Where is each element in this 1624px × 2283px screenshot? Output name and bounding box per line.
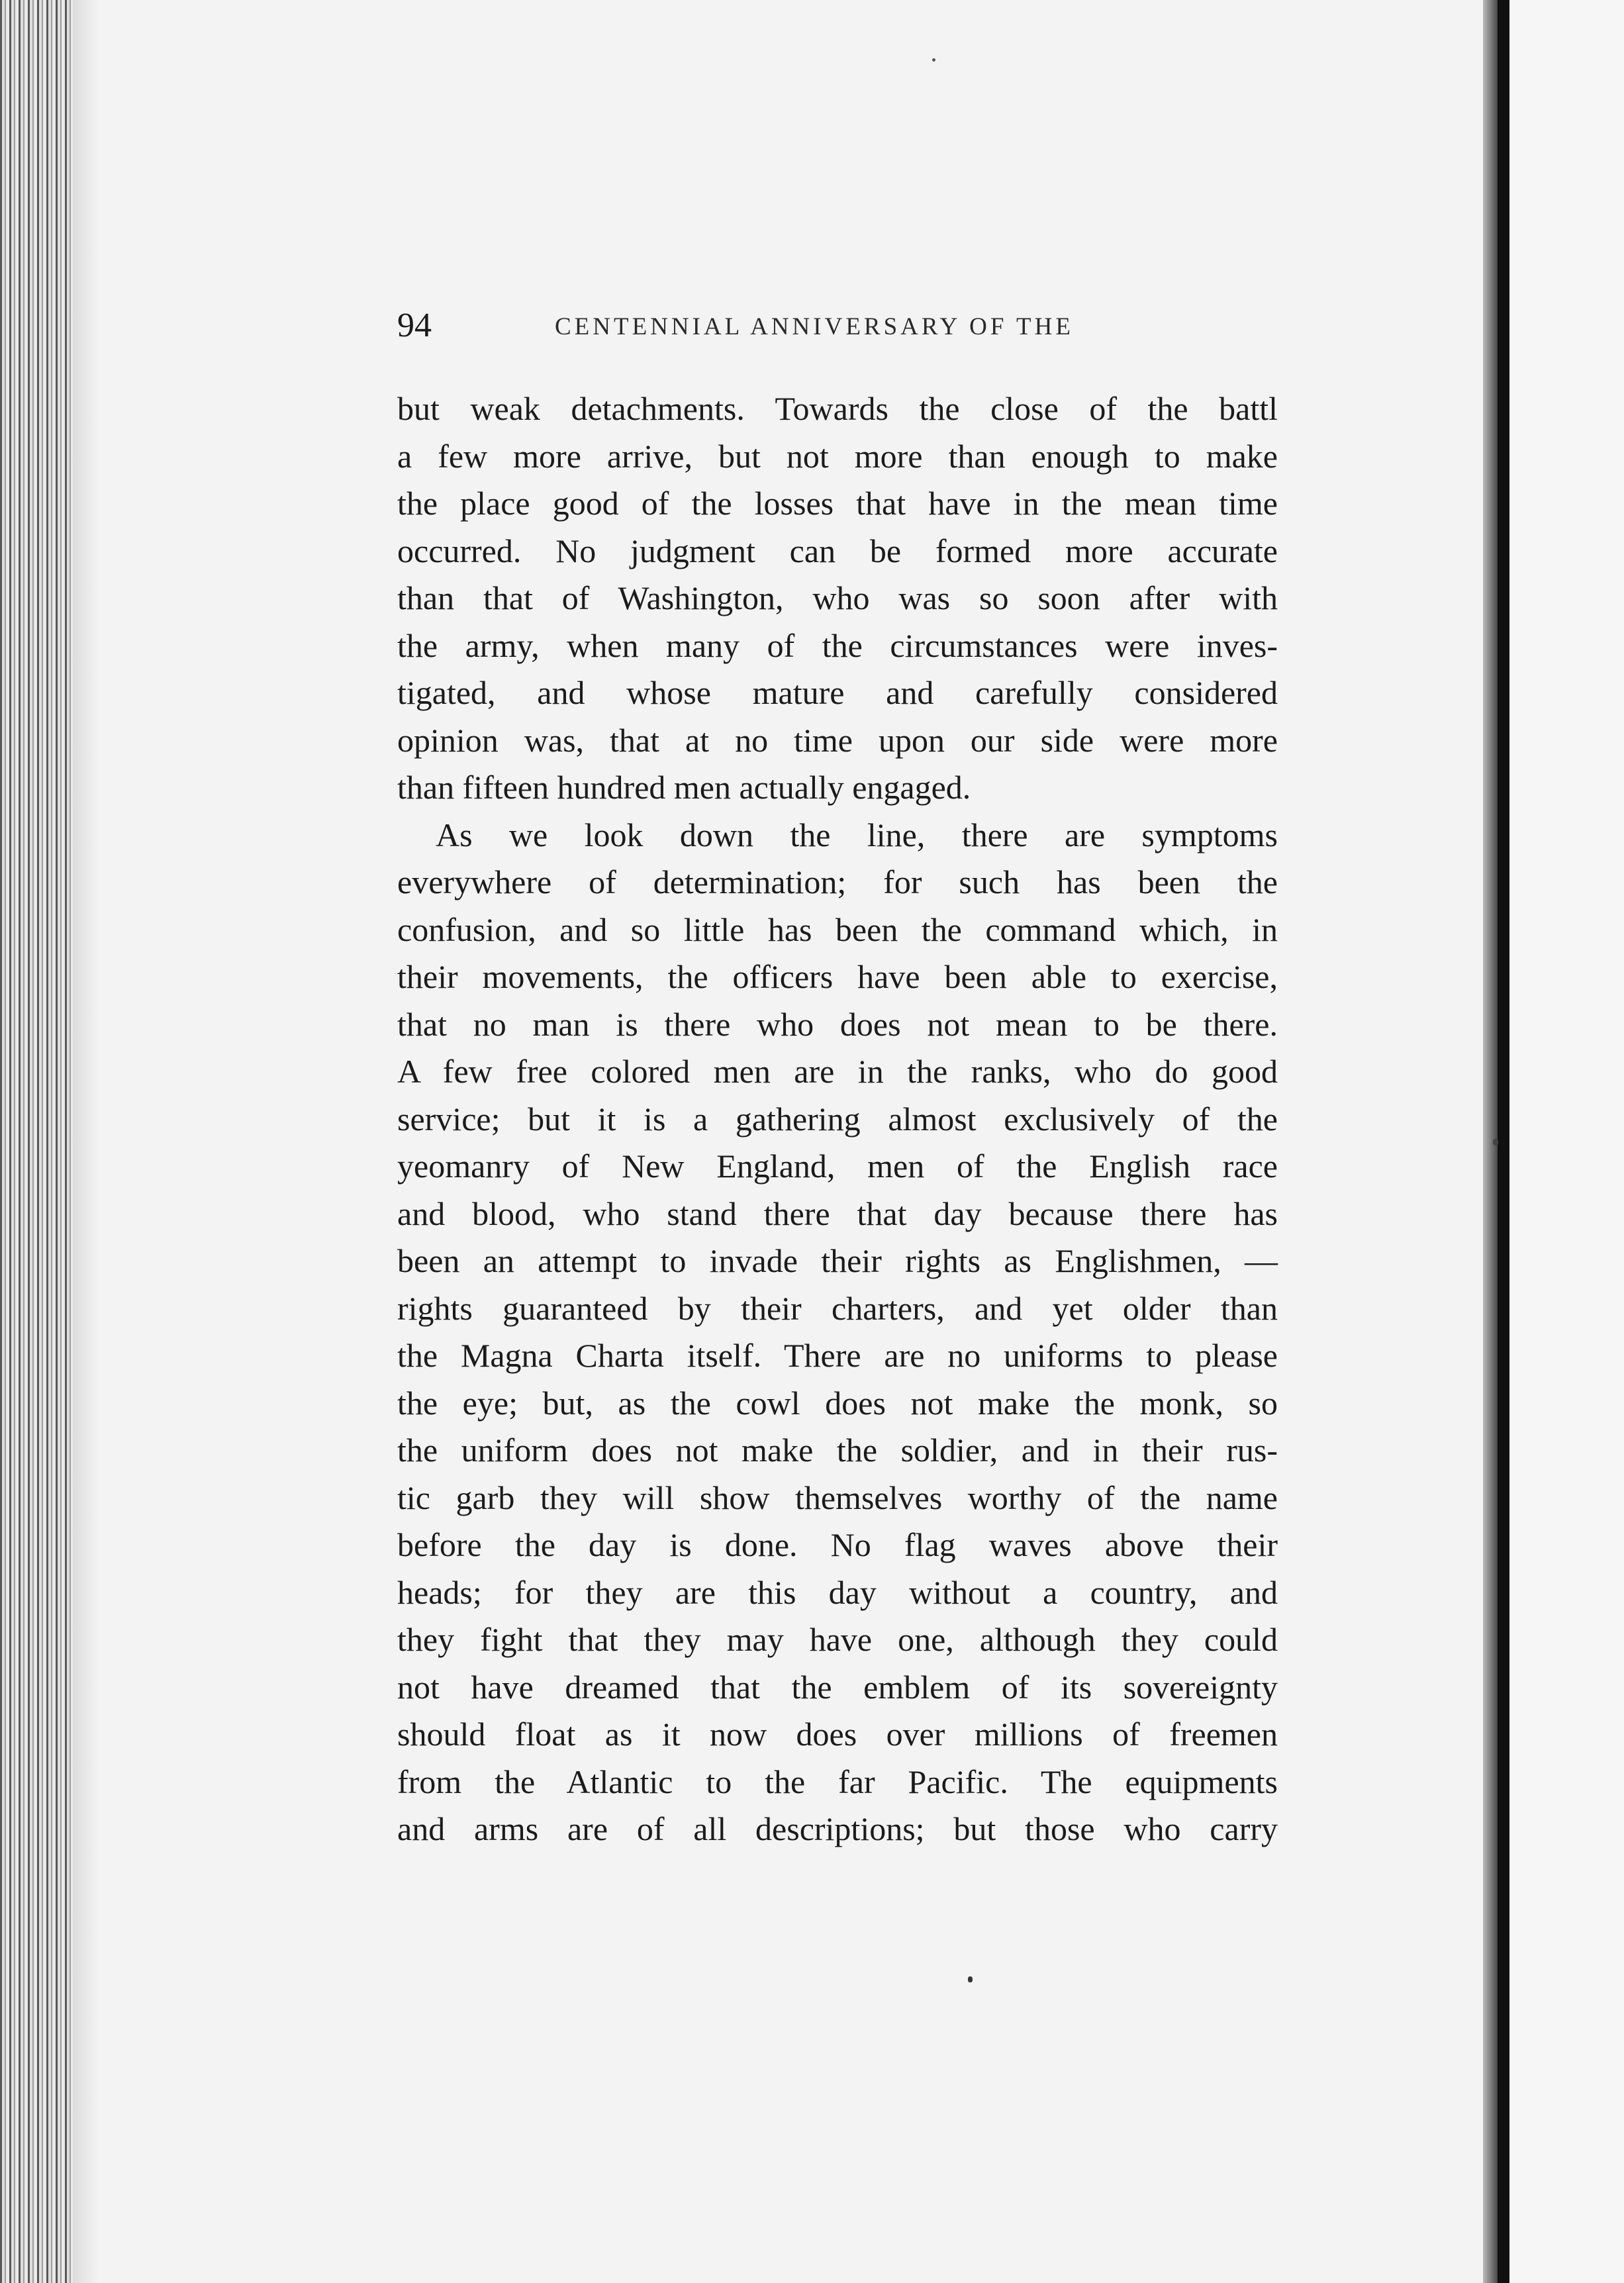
text-line: but weak detachments. Towards the close of the battl xyxy=(397,390,1278,427)
text-line: a few more arrive, but not more than enough to make xyxy=(397,437,1278,475)
text-line: the uniform does not make the soldier, and in their rus- xyxy=(397,1432,1278,1469)
text-line: A few free colored men are in the ranks, who do good xyxy=(397,1053,1278,1090)
text-line: occurred. No judgment can be formed more accurate xyxy=(397,532,1278,569)
text-line: heads; for they are this day without a country, and xyxy=(397,1573,1278,1611)
text-line: that no man is there who does not mean to be there. xyxy=(397,1005,1278,1043)
text-line: tic garb they will show themselves worthy of the name xyxy=(397,1479,1278,1516)
text-line: service; but it is a gathering almost exclusively of the xyxy=(397,1100,1278,1138)
text-line: not have dreamed that the emblem of its sovereignty xyxy=(397,1668,1278,1706)
text-line: from the Atlantic to the far Pacific. The equipments xyxy=(397,1763,1278,1800)
page-edge-fade xyxy=(73,0,99,2283)
text-line: than that of Washington, who was so soon after with xyxy=(397,579,1278,616)
ink-speck xyxy=(1493,1139,1498,1145)
text-line: should float as it now does over millions of freemen xyxy=(397,1716,1278,1753)
paragraph xyxy=(397,812,1278,1853)
page-number: 94 xyxy=(397,307,432,344)
text-line: than fifteen hundred men actually engaged. xyxy=(397,769,971,806)
text-line: the eye; but, as the cowl does not make the monk, so xyxy=(397,1384,1278,1422)
text-line: confusion, and so little has been the command which, in xyxy=(397,910,1278,948)
text-line: and arms are of all descriptions; but those who carry xyxy=(397,1810,1278,1847)
text-line: As we look down the line, there are symptoms xyxy=(436,816,1278,853)
running-head xyxy=(397,306,1271,352)
paragraph xyxy=(397,385,1278,812)
text-line: and blood, who stand there that day because there has xyxy=(397,1194,1278,1232)
text-line: the place good of the losses that have in the mean time xyxy=(397,485,1278,522)
running-head-title: CENTENNIAL ANNIVERSARY OF THE xyxy=(555,313,1074,340)
text-line: everywhere of determination; for such has been the xyxy=(397,863,1278,900)
body-text xyxy=(397,385,1278,1853)
text-line: the Magna Charta itself. There are no uniforms to please xyxy=(397,1337,1278,1374)
text-line: they fight that they may have one, although they could xyxy=(397,1621,1278,1658)
ink-speck xyxy=(932,58,935,62)
text-line: the army, when many of the circumstances were inves- xyxy=(397,626,1278,664)
text-line: before the day is done. No flag waves above their xyxy=(397,1526,1278,1563)
text-line: tigated, and whose mature and carefully considered xyxy=(397,674,1278,711)
text-line: their movements, the officers have been able to exercise, xyxy=(397,958,1278,995)
text-line: opinion was, that at no time upon our side were more xyxy=(397,721,1278,759)
book-spine xyxy=(1498,0,1509,2283)
text-line: been an attempt to invade their rights as Englishmen, — xyxy=(397,1242,1278,1279)
facing-page-edge xyxy=(1509,0,1624,2283)
ink-speck xyxy=(968,1976,973,1982)
text-line: rights guaranteed by their charters, and yet older than xyxy=(397,1289,1278,1327)
text-line: yeomanry of New England, men of the English race xyxy=(397,1147,1278,1185)
